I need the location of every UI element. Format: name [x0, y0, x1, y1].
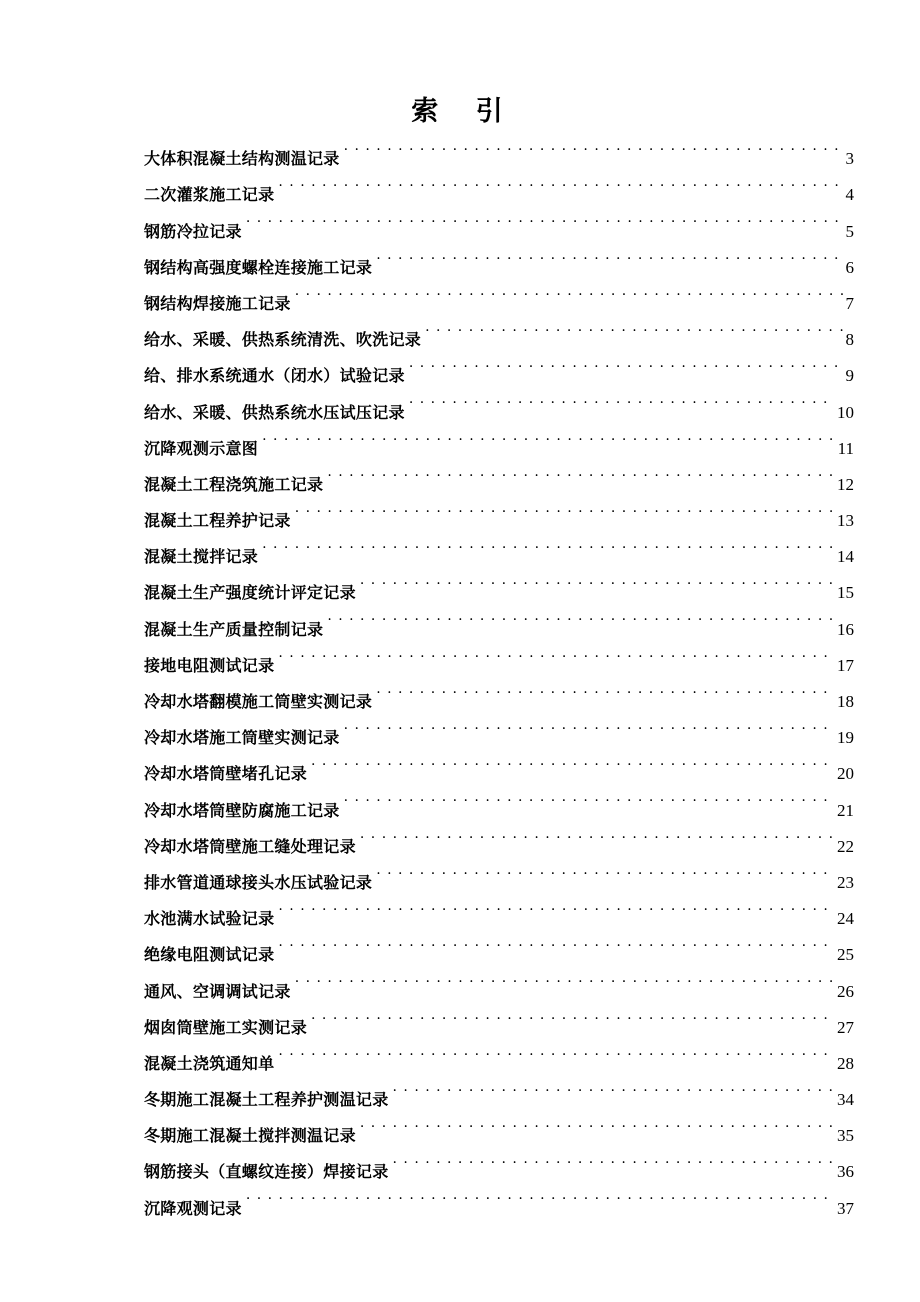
toc-entry-page-number: 3 — [845, 149, 854, 169]
toc-entry-label: 混凝土工程养护记录 — [144, 511, 291, 531]
toc-entry-label: 给水、采暖、供热系统清洗、吹洗记录 — [144, 330, 422, 350]
toc-entry-label: 沉降观测示意图 — [144, 438, 259, 458]
toc-dot-leader — [376, 852, 834, 888]
toc-entry-label: 钢结构焊接施工记录 — [144, 293, 291, 313]
toc-entry-page-number: 35 — [837, 1126, 854, 1146]
toc-entry-page-number: 22 — [837, 836, 854, 856]
toc-entry-page-number: 25 — [837, 945, 854, 965]
toc-entry-page-number: 17 — [837, 655, 854, 675]
toc-entry-label: 烟囱筒壁施工实测记录 — [144, 1017, 308, 1037]
toc-entry-page-number: 27 — [837, 1017, 854, 1037]
toc-entry-label: 给、排水系统通水（闭水）试验记录 — [144, 366, 405, 386]
toc-entry-label: 冬期施工混凝土搅拌测温记录 — [144, 1126, 356, 1146]
toc-entry-page-number: 34 — [837, 1090, 854, 1110]
toc-entry-page-number: 11 — [837, 438, 854, 458]
toc-entry-label: 沉降观测记录 — [144, 1198, 242, 1218]
toc-entry-page-number: 6 — [845, 257, 854, 277]
toc-dot-leader — [327, 598, 834, 634]
toc-dot-leader — [425, 309, 842, 345]
toc-dot-leader — [262, 526, 834, 562]
toc-entry-label: 混凝土生产质量控制记录 — [144, 619, 324, 639]
toc-dot-leader — [344, 707, 834, 743]
toc-entry-page-number: 24 — [837, 909, 854, 929]
toc-dot-leader — [278, 635, 834, 671]
toc-entry-label: 二次灌浆施工记录 — [144, 185, 275, 205]
toc-entry-page-number: 4 — [845, 185, 854, 205]
toc-entry-page-number: 7 — [845, 293, 854, 313]
toc-entry-label: 冷却水塔筒壁防腐施工记录 — [144, 800, 340, 820]
toc-dot-leader — [360, 816, 834, 852]
toc-entry-label: 钢筋冷拉记录 — [144, 221, 242, 241]
toc-dot-leader — [344, 779, 834, 815]
toc-entry-page-number: 28 — [837, 1053, 854, 1073]
toc-dot-leader — [246, 200, 843, 236]
toc-entry-label: 冬期施工混凝土工程养护测温记录 — [144, 1090, 389, 1110]
toc-dot-leader — [311, 743, 834, 779]
toc-dot-leader — [262, 418, 835, 454]
toc-entry-page-number: 14 — [837, 547, 854, 567]
toc-entry-label: 冷却水塔施工筒壁实测记录 — [144, 728, 340, 748]
toc-entry-label: 混凝土生产强度统计评定记录 — [144, 583, 356, 603]
toc-entry-page-number: 23 — [837, 872, 854, 892]
toc-entry-page-number: 26 — [837, 981, 854, 1001]
toc-dot-leader — [327, 454, 834, 490]
toc-entry-page-number: 15 — [837, 583, 854, 603]
toc-dot-leader — [409, 381, 834, 417]
toc-dot-leader — [360, 1105, 834, 1141]
toc-entry-page-number: 20 — [837, 764, 854, 784]
toc-entry-page-number: 37 — [837, 1198, 854, 1218]
toc-dot-leader — [295, 490, 834, 526]
toc-entry-label: 排水管道通球接头水压试验记录 — [144, 872, 373, 892]
toc-entry-page-number: 21 — [837, 800, 854, 820]
toc-entry-label: 混凝土浇筑通知单 — [144, 1053, 275, 1073]
page-title: 索 引 — [411, 96, 517, 127]
toc-entry-label: 钢结构高强度螺栓连接施工记录 — [144, 257, 373, 277]
toc-dot-leader — [295, 960, 834, 996]
toc-entry-label: 钢筋接头（直螺纹连接）焊接记录 — [144, 1162, 389, 1182]
toc-dot-leader — [376, 671, 834, 707]
toc-dot-leader — [393, 1141, 834, 1177]
toc-entry-page-number: 5 — [845, 221, 854, 241]
toc-dot-leader — [278, 164, 842, 200]
toc-entry-page-number: 18 — [837, 692, 854, 711]
toc-dot-leader — [278, 1033, 834, 1069]
toc-dot-leader — [311, 997, 834, 1033]
toc-dot-leader — [278, 924, 834, 960]
toc-entry-page-number: 36 — [837, 1162, 854, 1182]
toc-entry-label: 混凝土工程浇筑施工记录 — [144, 474, 324, 494]
toc-entry-label: 水池满水试验记录 — [144, 909, 275, 929]
toc-entry-label: 绝缘电阻测试记录 — [144, 945, 275, 965]
toc-entry[interactable] — [144, 1177, 854, 1218]
toc-dot-leader — [278, 888, 834, 924]
table-of-contents — [144, 128, 854, 1218]
toc-entry-label: 通风、空调调试记录 — [144, 981, 291, 1001]
toc-entry-page-number: 8 — [845, 330, 854, 350]
toc-entry-page-number: 10 — [837, 402, 854, 422]
toc-entry-label: 冷却水塔筒壁堵孔记录 — [144, 764, 308, 784]
toc-dot-leader — [344, 128, 843, 164]
toc-entry-label: 冷却水塔翻模施工筒壁实测记录 — [144, 692, 373, 711]
toc-dot-leader — [295, 273, 843, 309]
toc-entry-page-number: 19 — [837, 728, 854, 748]
toc-entry-page-number: 13 — [837, 511, 854, 531]
toc-dot-leader — [360, 562, 834, 598]
toc-dot-leader — [409, 345, 843, 381]
toc-dot-leader — [376, 237, 842, 273]
toc-entry-label: 混凝土搅拌记录 — [144, 547, 259, 567]
toc-entry-page-number: 12 — [837, 474, 854, 494]
toc-entry-label: 冷却水塔筒壁施工缝处理记录 — [144, 836, 356, 856]
toc-entry[interactable] — [144, 200, 854, 241]
toc-entry[interactable] — [144, 128, 854, 169]
toc-entry-label: 接地电阻测试记录 — [144, 655, 275, 675]
toc-entry-label: 给水、采暖、供热系统水压试压记录 — [144, 402, 405, 422]
toc-entry[interactable] — [144, 237, 854, 277]
toc-entry-label: 大体积混凝土结构测温记录 — [144, 149, 340, 169]
toc-dot-leader — [246, 1177, 834, 1213]
toc-entry-page-number: 16 — [837, 619, 854, 639]
toc-entry-page-number: 9 — [845, 366, 854, 386]
toc-dot-leader — [393, 1069, 834, 1105]
